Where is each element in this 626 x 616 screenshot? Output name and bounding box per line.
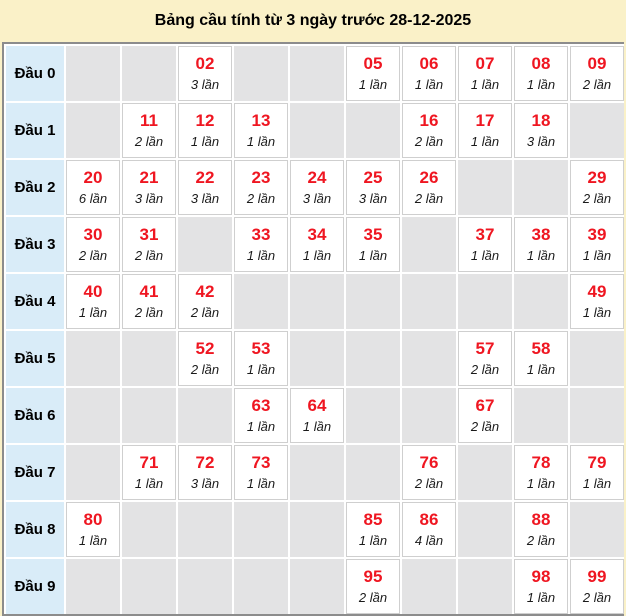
cell-count: 1 lần xyxy=(358,533,388,548)
row-label-dau-0: Đầu 0 xyxy=(6,46,64,101)
cell-count: 6 lần xyxy=(78,191,108,206)
number-cell-49 xyxy=(570,274,624,329)
number-cell-29 xyxy=(570,160,624,215)
empty-cell-6-5 xyxy=(346,388,400,443)
cell-count: 1 lần xyxy=(246,362,276,377)
number-cell-40 xyxy=(66,274,120,329)
empty-cell-4-3 xyxy=(234,274,288,329)
cell-count: 2 lần xyxy=(246,191,276,206)
cell-number: 71 xyxy=(139,453,159,472)
cell-number: 41 xyxy=(139,282,159,301)
number-cell-85 xyxy=(346,502,400,557)
cell-count: 1 lần xyxy=(190,134,220,149)
cell-number: 79 xyxy=(587,453,607,472)
empty-cell-2-8 xyxy=(514,160,568,215)
row-label-dau-3: Đầu 3 xyxy=(6,217,64,272)
cell-number: 26 xyxy=(419,168,439,187)
cell-count: 1 lần xyxy=(78,305,108,320)
cell-count: 1 lần xyxy=(582,248,612,263)
cell-number: 22 xyxy=(195,168,215,187)
number-cell-71 xyxy=(122,445,176,500)
number-cell-11 xyxy=(122,103,176,158)
number-cell-64 xyxy=(290,388,344,443)
cell-count: 1 lần xyxy=(470,134,500,149)
cell-number: 23 xyxy=(251,168,271,187)
cell-number: 98 xyxy=(531,567,551,586)
empty-cell-6-6 xyxy=(402,388,456,443)
cell-number: 85 xyxy=(363,510,383,529)
row-label-dau-5: Đầu 5 xyxy=(6,331,64,386)
empty-cell-9-7 xyxy=(458,559,512,614)
number-cell-57 xyxy=(458,331,512,386)
cell-count: 2 lần xyxy=(134,134,164,149)
cell-count: 1 lần xyxy=(358,77,388,92)
number-cell-79 xyxy=(570,445,624,500)
cell-number: 31 xyxy=(139,225,159,244)
cell-number: 67 xyxy=(475,396,495,415)
cell-count: 2 lần xyxy=(414,191,444,206)
cell-count: 2 lần xyxy=(470,362,500,377)
empty-cell-4-8 xyxy=(514,274,568,329)
cell-number: 49 xyxy=(587,282,607,301)
cell-count: 1 lần xyxy=(582,476,612,491)
number-cell-34 xyxy=(290,217,344,272)
empty-cell-9-4 xyxy=(290,559,344,614)
cell-number: 80 xyxy=(83,510,103,529)
cell-number: 52 xyxy=(195,339,215,358)
cell-number: 99 xyxy=(587,567,607,586)
number-cell-33 xyxy=(234,217,288,272)
empty-cell-4-5 xyxy=(346,274,400,329)
cell-number: 63 xyxy=(251,396,271,415)
cell-number: 57 xyxy=(475,339,495,358)
cell-count: 2 lần xyxy=(470,419,500,434)
empty-cell-7-7 xyxy=(458,445,512,500)
row-label-dau-4: Đầu 4 xyxy=(6,274,64,329)
number-cell-38 xyxy=(514,217,568,272)
cell-number: 38 xyxy=(531,225,551,244)
cell-number: 33 xyxy=(251,225,271,244)
cell-count: 3 lần xyxy=(190,191,220,206)
empty-cell-6-8 xyxy=(514,388,568,443)
number-cell-02 xyxy=(178,46,232,101)
cell-count: 3 lần xyxy=(134,191,164,206)
number-cell-58 xyxy=(514,331,568,386)
number-cell-21 xyxy=(122,160,176,215)
number-cell-80 xyxy=(66,502,120,557)
cell-number: 35 xyxy=(363,225,383,244)
number-cell-18 xyxy=(514,103,568,158)
empty-cell-6-1 xyxy=(122,388,176,443)
empty-cell-9-0 xyxy=(66,559,120,614)
cell-count: 3 lần xyxy=(358,191,388,206)
number-cell-99 xyxy=(570,559,624,614)
cell-count: 2 lần xyxy=(526,533,556,548)
number-cell-26 xyxy=(402,160,456,215)
number-cell-20 xyxy=(66,160,120,215)
number-cell-67 xyxy=(458,388,512,443)
empty-cell-5-4 xyxy=(290,331,344,386)
number-cell-78 xyxy=(514,445,568,500)
row-label-dau-6: Đầu 6 xyxy=(6,388,64,443)
cell-count: 3 lần xyxy=(190,476,220,491)
number-cell-72 xyxy=(178,445,232,500)
cell-count: 1 lần xyxy=(526,476,556,491)
cell-number: 06 xyxy=(419,54,439,73)
cell-number: 25 xyxy=(363,168,383,187)
cau-table xyxy=(4,44,624,614)
number-cell-08 xyxy=(514,46,568,101)
cell-number: 86 xyxy=(419,510,439,529)
cell-number: 13 xyxy=(251,111,271,130)
cell-count: 3 lần xyxy=(302,191,332,206)
cell-number: 53 xyxy=(251,339,271,358)
number-cell-52 xyxy=(178,331,232,386)
number-cell-76 xyxy=(402,445,456,500)
cell-count: 2 lần xyxy=(358,590,388,605)
empty-cell-6-2 xyxy=(178,388,232,443)
empty-cell-3-6 xyxy=(402,217,456,272)
empty-cell-4-6 xyxy=(402,274,456,329)
page-title: Bảng cầu tính từ 3 ngày trước 28-12-2025 xyxy=(154,12,472,29)
empty-cell-2-7 xyxy=(458,160,512,215)
empty-cell-6-0 xyxy=(66,388,120,443)
cell-count: 2 lần xyxy=(582,590,612,605)
empty-cell-0-0 xyxy=(66,46,120,101)
cell-number: 07 xyxy=(475,54,495,73)
number-cell-98 xyxy=(514,559,568,614)
cell-number: 37 xyxy=(475,225,495,244)
cell-number: 78 xyxy=(531,453,551,472)
cell-count: 2 lần xyxy=(78,248,108,263)
cell-count: 1 lần xyxy=(470,248,500,263)
cell-number: 24 xyxy=(307,168,327,187)
cell-number: 16 xyxy=(419,111,439,130)
empty-cell-5-1 xyxy=(122,331,176,386)
cell-number: 02 xyxy=(195,54,215,73)
cell-count: 1 lần xyxy=(358,248,388,263)
cell-count: 2 lần xyxy=(414,134,444,149)
number-cell-42 xyxy=(178,274,232,329)
row-label-dau-2: Đầu 2 xyxy=(6,160,64,215)
cell-count: 1 lần xyxy=(246,476,276,491)
row-label-dau-7: Đầu 7 xyxy=(6,445,64,500)
number-cell-35 xyxy=(346,217,400,272)
empty-cell-7-5 xyxy=(346,445,400,500)
cell-count: 1 lần xyxy=(302,248,332,263)
number-cell-13 xyxy=(234,103,288,158)
cell-number: 08 xyxy=(531,54,551,73)
cell-count: 1 lần xyxy=(582,305,612,320)
cell-number: 58 xyxy=(531,339,551,358)
number-cell-86 xyxy=(402,502,456,557)
number-cell-09 xyxy=(570,46,624,101)
cell-number: 64 xyxy=(307,396,327,415)
cell-number: 39 xyxy=(587,225,607,244)
empty-cell-8-7 xyxy=(458,502,512,557)
cell-count: 1 lần xyxy=(526,590,556,605)
cell-number: 11 xyxy=(140,111,158,130)
cell-count: 1 lần xyxy=(246,134,276,149)
cell-count: 2 lần xyxy=(134,248,164,263)
number-cell-53 xyxy=(234,331,288,386)
cell-number: 72 xyxy=(195,453,215,472)
cell-number: 05 xyxy=(363,54,383,73)
cell-count: 1 lần xyxy=(78,533,108,548)
cell-count: 1 lần xyxy=(526,248,556,263)
row-label-dau-8: Đầu 8 xyxy=(6,502,64,557)
number-cell-23 xyxy=(234,160,288,215)
cell-count: 2 lần xyxy=(582,77,612,92)
empty-cell-8-3 xyxy=(234,502,288,557)
number-cell-22 xyxy=(178,160,232,215)
cell-count: 1 lần xyxy=(470,77,500,92)
cell-count: 2 lần xyxy=(582,191,612,206)
empty-cell-9-6 xyxy=(402,559,456,614)
number-cell-25 xyxy=(346,160,400,215)
row-label-dau-1: Đầu 1 xyxy=(6,103,64,158)
cell-count: 2 lần xyxy=(190,305,220,320)
cell-count: 2 lần xyxy=(134,305,164,320)
empty-cell-0-4 xyxy=(290,46,344,101)
number-cell-41 xyxy=(122,274,176,329)
cell-count: 1 lần xyxy=(134,476,164,491)
empty-cell-9-3 xyxy=(234,559,288,614)
empty-cell-1-9 xyxy=(570,103,624,158)
empty-cell-5-9 xyxy=(570,331,624,386)
number-cell-37 xyxy=(458,217,512,272)
cell-number: 09 xyxy=(587,54,607,73)
empty-cell-0-1 xyxy=(122,46,176,101)
cell-number: 29 xyxy=(587,168,607,187)
empty-cell-9-2 xyxy=(178,559,232,614)
number-cell-63 xyxy=(234,388,288,443)
cell-count: 1 lần xyxy=(414,77,444,92)
empty-cell-8-1 xyxy=(122,502,176,557)
cell-number: 40 xyxy=(83,282,103,301)
number-cell-39 xyxy=(570,217,624,272)
number-cell-73 xyxy=(234,445,288,500)
empty-cell-8-9 xyxy=(570,502,624,557)
cell-number: 30 xyxy=(83,225,103,244)
empty-cell-4-7 xyxy=(458,274,512,329)
cell-number: 12 xyxy=(195,111,215,130)
cell-count: 1 lần xyxy=(526,362,556,377)
cell-count: 2 lần xyxy=(414,476,444,491)
number-cell-31 xyxy=(122,217,176,272)
cell-count: 1 lần xyxy=(302,419,332,434)
cell-count: 1 lần xyxy=(526,77,556,92)
empty-cell-3-2 xyxy=(178,217,232,272)
empty-cell-9-1 xyxy=(122,559,176,614)
cell-count: 4 lần xyxy=(414,533,444,548)
empty-cell-7-4 xyxy=(290,445,344,500)
empty-cell-8-4 xyxy=(290,502,344,557)
cell-count: 1 lần xyxy=(246,419,276,434)
cell-number: 17 xyxy=(475,111,495,130)
cell-number: 95 xyxy=(363,567,383,586)
cell-count: 1 lần xyxy=(246,248,276,263)
cell-number: 20 xyxy=(83,168,103,187)
cell-number: 21 xyxy=(139,168,159,187)
empty-cell-6-9 xyxy=(570,388,624,443)
cell-number: 42 xyxy=(195,282,215,301)
number-cell-07 xyxy=(458,46,512,101)
number-cell-12 xyxy=(178,103,232,158)
cau-table-frame xyxy=(2,42,624,616)
number-cell-05 xyxy=(346,46,400,101)
empty-cell-8-2 xyxy=(178,502,232,557)
empty-cell-1-0 xyxy=(66,103,120,158)
cell-number: 76 xyxy=(419,453,439,472)
empty-cell-5-6 xyxy=(402,331,456,386)
cell-number: 34 xyxy=(307,225,327,244)
cell-count: 2 lần xyxy=(190,362,220,377)
empty-cell-4-4 xyxy=(290,274,344,329)
cell-count: 3 lần xyxy=(190,77,220,92)
cell-number: 88 xyxy=(531,510,551,529)
empty-cell-1-5 xyxy=(346,103,400,158)
empty-cell-0-3 xyxy=(234,46,288,101)
row-label-dau-9: Đầu 9 xyxy=(6,559,64,614)
empty-cell-5-0 xyxy=(66,331,120,386)
cell-number: 18 xyxy=(531,111,551,130)
empty-cell-5-5 xyxy=(346,331,400,386)
cell-number: 73 xyxy=(251,453,271,472)
empty-cell-7-0 xyxy=(66,445,120,500)
number-cell-95 xyxy=(346,559,400,614)
number-cell-24 xyxy=(290,160,344,215)
number-cell-16 xyxy=(402,103,456,158)
number-cell-30 xyxy=(66,217,120,272)
number-cell-06 xyxy=(402,46,456,101)
cell-count: 3 lần xyxy=(526,134,556,149)
number-cell-88 xyxy=(514,502,568,557)
number-cell-17 xyxy=(458,103,512,158)
empty-cell-1-4 xyxy=(290,103,344,158)
